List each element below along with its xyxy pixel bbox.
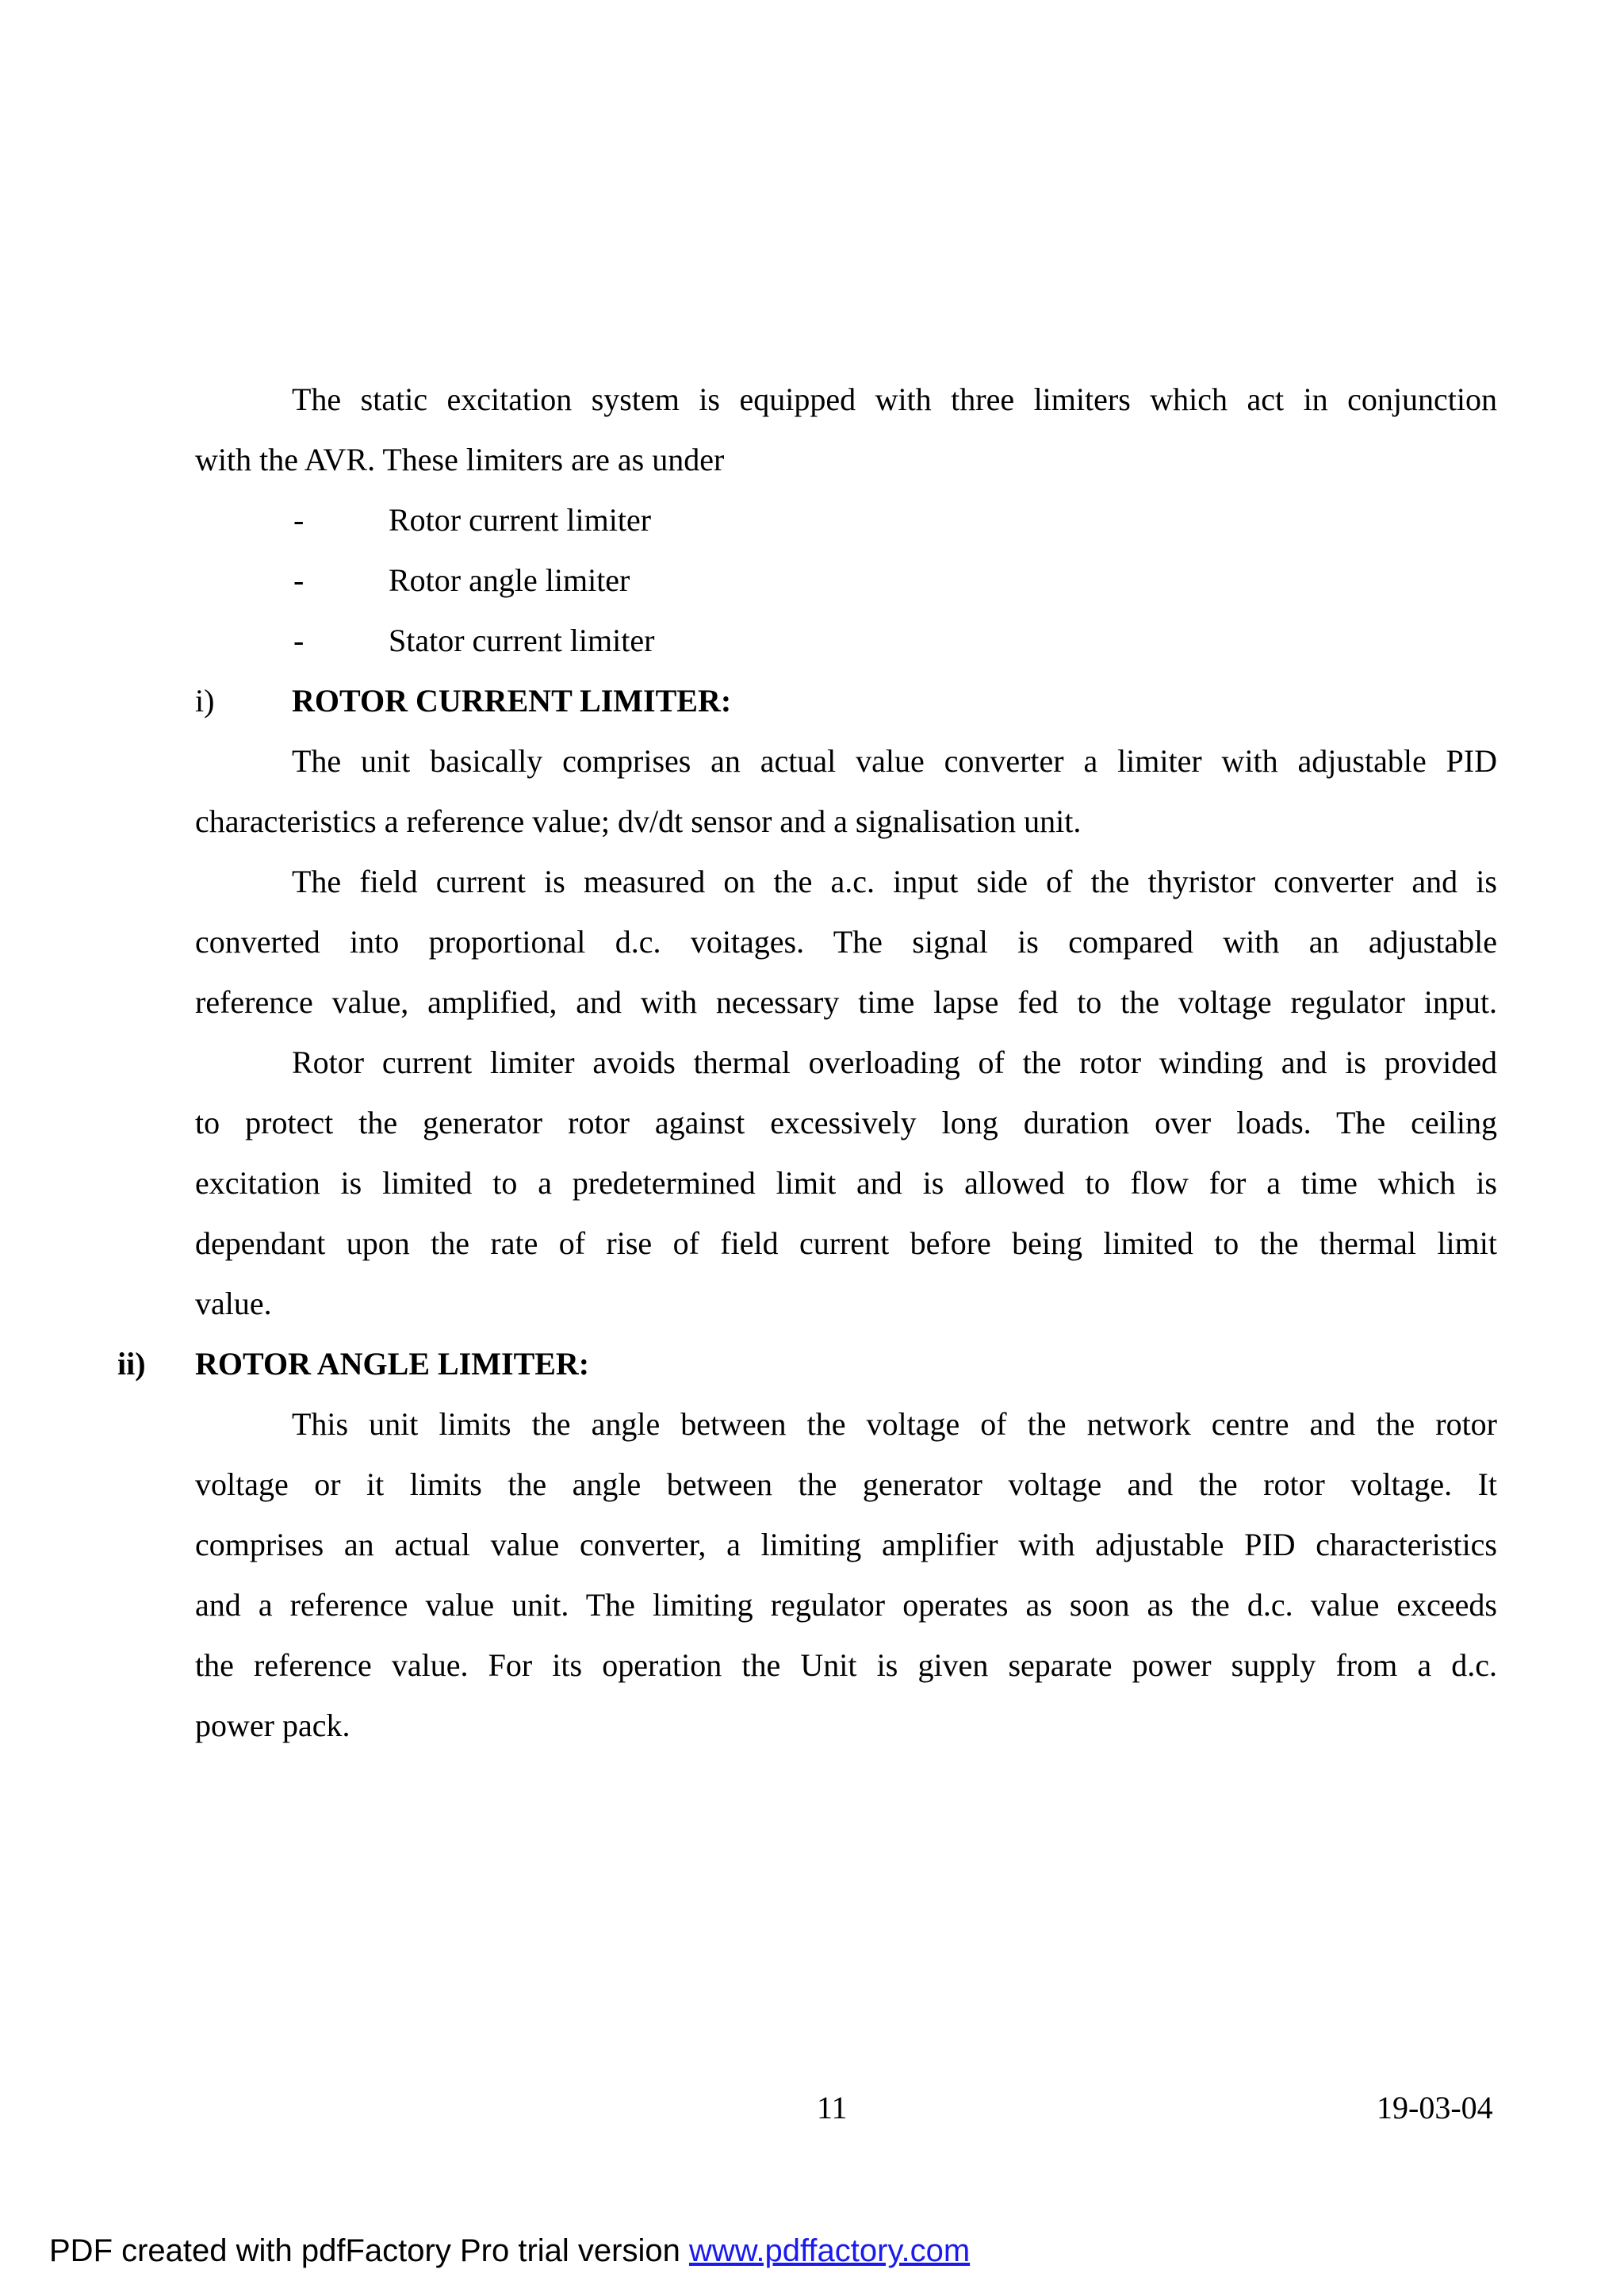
section-1-para-3-line: dependant upon the rate of rise of field current before being limited to the thermal limit	[195, 1225, 1497, 1261]
section-2-para-line: comprises an actual value converter, a limiting amplifier with adjustable PID characteristics	[195, 1527, 1497, 1562]
section-2-para-line: power pack.	[195, 1708, 350, 1743]
page-number: 11	[817, 2090, 848, 2125]
section-1-para-3-line: Rotor current limiter avoids thermal overloading of the rotor winding and is provided	[292, 1045, 1497, 1080]
list-item-rotor-current: Rotor current limiter	[389, 502, 652, 538]
list-dash: -	[293, 502, 304, 538]
pdffactory-watermark	[49, 2233, 970, 2269]
section-1-para-3-line: to protect the generator rotor against excessively long duration over loads. The ceiling	[195, 1105, 1497, 1140]
list-item-stator-current: Stator current limiter	[389, 623, 655, 658]
section-2-number: ii)	[117, 1346, 146, 1382]
intro-line-1: The static excitation system is equipped with three limiters which act in conjunction	[292, 381, 1497, 417]
section-1-para-2-line: The field current is measured on the a.c. input side of the thyristor converter and is	[292, 864, 1497, 899]
pdffactory-link[interactable]: www.pdffactory.com	[688, 2233, 971, 2268]
section-1-para-2-line: reference value, amplified, and with necessary time lapse fed to the voltage regulator input.	[195, 984, 1497, 1020]
list-item-rotor-angle: Rotor angle limiter	[389, 562, 630, 598]
section-1-para-2-line: converted into proportional d.c. voitages. The signal is compared with an adjustable	[195, 924, 1497, 960]
section-1-para-3-line: excitation is limited to a predetermined limit and is allowed to flow for a time which is	[195, 1165, 1497, 1201]
watermark-text: PDF created with pdfFactory Pro trial version	[49, 2233, 689, 2268]
intro-line-2: with the AVR. These limiters are as under	[195, 442, 725, 477]
section-2-para-line: the reference value. For its operation the Unit is given separate power supply from a d.c.	[195, 1647, 1497, 1683]
section-1-number: i)	[195, 683, 215, 719]
section-1-para-1-line: The unit basically comprises an actual value converter a limiter with adjustable PID	[292, 743, 1497, 779]
section-2-para-line: This unit limits the angle between the voltage of the network centre and the rotor	[292, 1406, 1497, 1442]
section-1-para-3-line: value.	[195, 1286, 272, 1321]
list-dash: -	[293, 623, 304, 658]
list-dash: -	[293, 562, 304, 598]
page-date: 19-03-04	[1377, 2090, 1493, 2125]
section-2-para-line: voltage or it limits the angle between the generator voltage and the rotor voltage. It	[195, 1466, 1497, 1502]
section-1-para-1-line: characteristics a reference value; dv/dt sensor and a signalisation unit.	[195, 803, 1082, 839]
section-2-para-line: and a reference value unit. The limiting regulator operates as soon as the d.c. value exceeds	[195, 1587, 1497, 1623]
section-1-heading: ROTOR CURRENT LIMITER:	[292, 683, 732, 719]
section-2-heading: ROTOR ANGLE LIMITER:	[195, 1346, 590, 1382]
